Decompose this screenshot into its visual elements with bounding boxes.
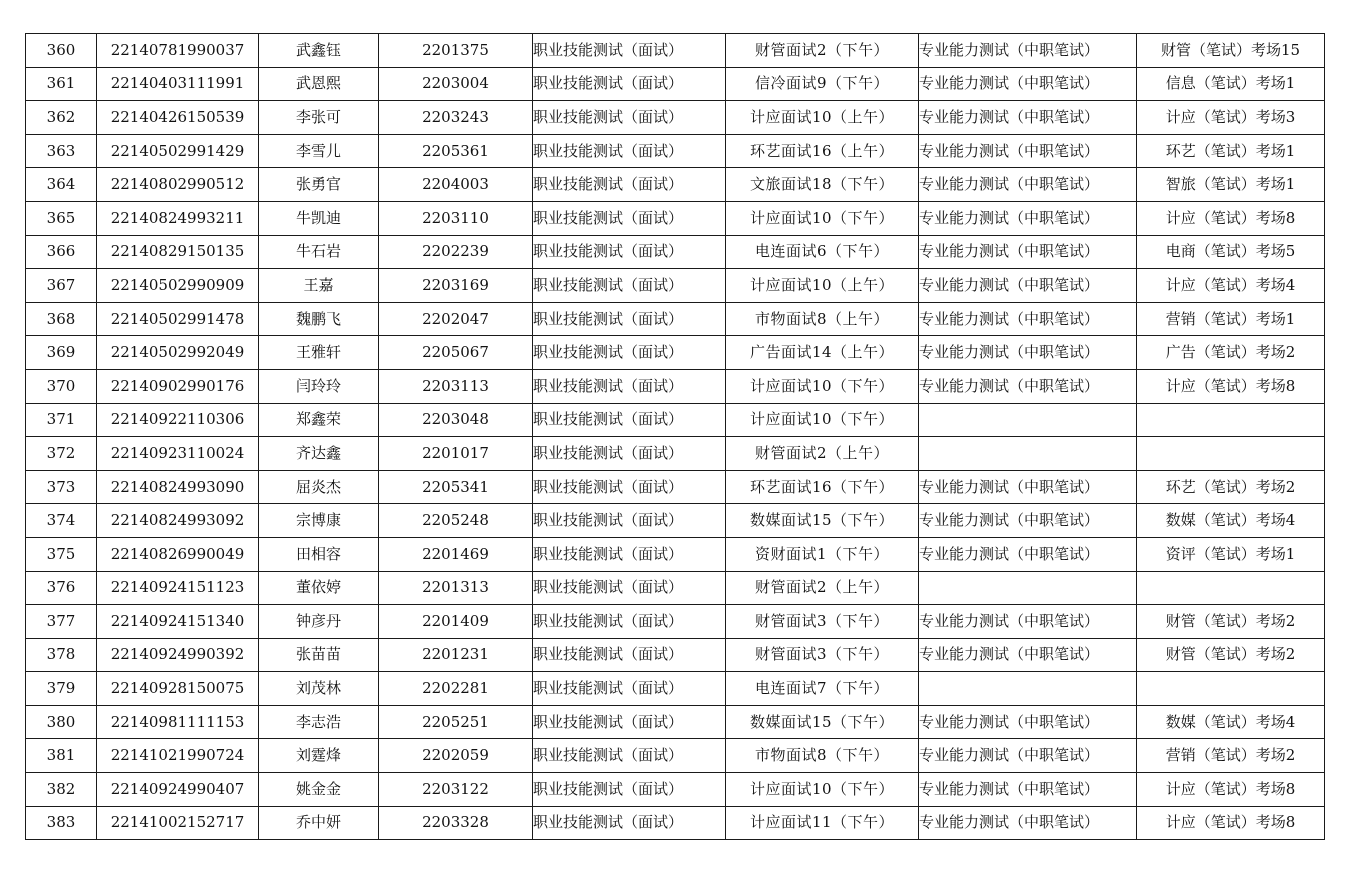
seq-cell: 363 [26,134,97,168]
seq-cell: 367 [26,269,97,303]
interview-category-cell: 职业技能测试（面试） [533,537,726,571]
written-room-cell: 环艺（笔试）考场2 [1137,470,1325,504]
seq-cell: 360 [26,34,97,68]
written-category-cell [919,437,1137,471]
written-category-cell [919,571,1137,605]
interview-session-cell: 信冷面试9（下午） [726,67,919,101]
written-category-cell: 专业能力测试（中职笔试） [919,336,1137,370]
interview-session-cell: 计应面试10（上午） [726,269,919,303]
exam-number-cell: 22140502990909 [97,269,259,303]
exam-number-cell: 22140928150075 [97,672,259,706]
interview-session-cell: 计应面试10（下午） [726,773,919,807]
interview-category-cell: 职业技能测试（面试） [533,134,726,168]
interview-category-cell: 职业技能测试（面试） [533,101,726,135]
exam-number-cell: 22140502992049 [97,336,259,370]
interview-category-cell: 职业技能测试（面试） [533,672,726,706]
exam-number-cell: 22140824993092 [97,504,259,538]
interview-session-cell: 资财面试1（下午） [726,537,919,571]
candidate-number-cell: 2205067 [379,336,533,370]
name-cell: 刘茂林 [259,672,379,706]
interview-session-cell: 财管面试2（上午） [726,437,919,471]
interview-category-cell: 职业技能测试（面试） [533,504,726,538]
interview-session-cell: 市物面试8（上午） [726,302,919,336]
interview-category-cell: 职业技能测试（面试） [533,705,726,739]
interview-category-cell: 职业技能测试（面试） [533,739,726,773]
exam-number-cell: 22140403111991 [97,67,259,101]
interview-category-cell: 职业技能测试（面试） [533,605,726,639]
written-room-cell: 计应（笔试）考场8 [1137,773,1325,807]
interview-category-cell: 职业技能测试（面试） [533,403,726,437]
table-row [26,773,1325,807]
written-category-cell: 专业能力测试（中职笔试） [919,705,1137,739]
candidate-number-cell: 2204003 [379,168,533,202]
seq-cell: 370 [26,369,97,403]
written-room-cell: 营销（笔试）考场2 [1137,739,1325,773]
candidate-number-cell: 2202059 [379,739,533,773]
name-cell: 李雪儿 [259,134,379,168]
name-cell: 武恩熙 [259,67,379,101]
table-row [26,201,1325,235]
written-category-cell: 专业能力测试（中职笔试） [919,269,1137,303]
name-cell: 张苗苗 [259,638,379,672]
seq-cell: 365 [26,201,97,235]
written-category-cell [919,672,1137,706]
written-category-cell: 专业能力测试（中职笔试） [919,470,1137,504]
candidate-number-cell: 2201469 [379,537,533,571]
written-room-cell [1137,437,1325,471]
written-category-cell: 专业能力测试（中职笔试） [919,235,1137,269]
table-row [26,101,1325,135]
seq-cell: 361 [26,67,97,101]
interview-category-cell: 职业技能测试（面试） [533,773,726,807]
exam-number-cell: 22140502991429 [97,134,259,168]
exam-number-cell: 22140802990512 [97,168,259,202]
seq-cell: 382 [26,773,97,807]
candidate-number-cell: 2202239 [379,235,533,269]
interview-session-cell: 财管面试2（上午） [726,571,919,605]
interview-category-cell: 职业技能测试（面试） [533,470,726,504]
exam-number-cell: 22141021990724 [97,739,259,773]
table-row [26,672,1325,706]
interview-category-cell: 职业技能测试（面试） [533,302,726,336]
name-cell: 张勇官 [259,168,379,202]
written-category-cell: 专业能力测试（中职笔试） [919,369,1137,403]
name-cell: 刘霆烽 [259,739,379,773]
interview-session-cell: 市物面试8（下午） [726,739,919,773]
table-row [26,302,1325,336]
candidate-number-cell: 2201375 [379,34,533,68]
written-room-cell: 环艺（笔试）考场1 [1137,134,1325,168]
candidate-number-cell: 2201017 [379,437,533,471]
seq-cell: 371 [26,403,97,437]
exam-number-cell: 22140981111153 [97,705,259,739]
name-cell: 牛凯迪 [259,201,379,235]
seq-cell: 374 [26,504,97,538]
name-cell: 宗博康 [259,504,379,538]
written-room-cell: 计应（笔试）考场4 [1137,269,1325,303]
name-cell: 屈炎杰 [259,470,379,504]
interview-session-cell: 计应面试10（上午） [726,101,919,135]
written-room-cell: 财管（笔试）考场2 [1137,638,1325,672]
exam-number-cell: 22140826990049 [97,537,259,571]
name-cell: 李志浩 [259,705,379,739]
exam-number-cell: 22140502991478 [97,302,259,336]
table-row [26,470,1325,504]
candidate-number-cell: 2205248 [379,504,533,538]
written-room-cell: 财管（笔试）考场15 [1137,34,1325,68]
candidate-number-cell: 2203110 [379,201,533,235]
exam-number-cell: 22140902990176 [97,369,259,403]
written-category-cell: 专业能力测试（中职笔试） [919,638,1137,672]
written-room-cell: 广告（笔试）考场2 [1137,336,1325,370]
interview-session-cell: 广告面试14（上午） [726,336,919,370]
seq-cell: 373 [26,470,97,504]
name-cell: 董依婷 [259,571,379,605]
written-room-cell: 计应（笔试）考场8 [1137,201,1325,235]
written-category-cell: 专业能力测试（中职笔试） [919,773,1137,807]
table-row [26,34,1325,68]
interview-session-cell: 环艺面试16（下午） [726,470,919,504]
written-category-cell: 专业能力测试（中职笔试） [919,302,1137,336]
interview-category-cell: 职业技能测试（面试） [533,168,726,202]
interview-session-cell: 环艺面试16（上午） [726,134,919,168]
candidate-number-cell: 2205251 [379,705,533,739]
written-category-cell: 专业能力测试（中职笔试） [919,504,1137,538]
written-category-cell: 专业能力测试（中职笔试） [919,537,1137,571]
candidate-number-cell: 2203048 [379,403,533,437]
candidate-number-cell: 2201409 [379,605,533,639]
written-room-cell [1137,672,1325,706]
written-room-cell: 营销（笔试）考场1 [1137,302,1325,336]
name-cell: 王嘉 [259,269,379,303]
written-category-cell: 专业能力测试（中职笔试） [919,739,1137,773]
interview-session-cell: 数媒面试15（下午） [726,504,919,538]
candidate-table [25,33,1325,840]
interview-category-cell: 职业技能测试（面试） [533,235,726,269]
name-cell: 乔中妍 [259,806,379,840]
exam-number-cell: 22140824993211 [97,201,259,235]
interview-category-cell: 职业技能测试（面试） [533,437,726,471]
name-cell: 李张可 [259,101,379,135]
table-row [26,67,1325,101]
written-category-cell: 专业能力测试（中职笔试） [919,806,1137,840]
exam-number-cell: 22140781990037 [97,34,259,68]
seq-cell: 362 [26,101,97,135]
seq-cell: 372 [26,437,97,471]
name-cell: 闫玲玲 [259,369,379,403]
written-category-cell: 专业能力测试（中职笔试） [919,101,1137,135]
interview-session-cell: 计应面试11（下午） [726,806,919,840]
written-room-cell: 资评（笔试）考场1 [1137,537,1325,571]
candidate-number-cell: 2203243 [379,101,533,135]
candidate-number-cell: 2205341 [379,470,533,504]
written-category-cell: 专业能力测试（中职笔试） [919,201,1137,235]
written-room-cell: 信息（笔试）考场1 [1137,67,1325,101]
table-row [26,336,1325,370]
written-room-cell: 电商（笔试）考场5 [1137,235,1325,269]
table-row [26,168,1325,202]
interview-category-cell: 职业技能测试（面试） [533,571,726,605]
candidate-number-cell: 2202281 [379,672,533,706]
table-row [26,638,1325,672]
interview-session-cell: 计应面试10（下午） [726,403,919,437]
written-category-cell: 专业能力测试（中职笔试） [919,34,1137,68]
table-row [26,369,1325,403]
table-row [26,806,1325,840]
candidate-number-cell: 2201313 [379,571,533,605]
written-category-cell: 专业能力测试（中职笔试） [919,134,1137,168]
interview-category-cell: 职业技能测试（面试） [533,806,726,840]
name-cell: 郑鑫荣 [259,403,379,437]
name-cell: 王雅轩 [259,336,379,370]
interview-session-cell: 财管面试2（下午） [726,34,919,68]
interview-category-cell: 职业技能测试（面试） [533,369,726,403]
seq-cell: 377 [26,605,97,639]
candidate-number-cell: 2203328 [379,806,533,840]
candidate-number-cell: 2203169 [379,269,533,303]
seq-cell: 366 [26,235,97,269]
table-row [26,504,1325,538]
seq-cell: 381 [26,739,97,773]
written-category-cell: 专业能力测试（中职笔试） [919,67,1137,101]
table-row [26,269,1325,303]
written-room-cell: 财管（笔试）考场2 [1137,605,1325,639]
name-cell: 钟彦丹 [259,605,379,639]
written-room-cell: 数媒（笔试）考场4 [1137,504,1325,538]
seq-cell: 376 [26,571,97,605]
interview-category-cell: 职业技能测试（面试） [533,638,726,672]
written-category-cell: 专业能力测试（中职笔试） [919,168,1137,202]
seq-cell: 380 [26,705,97,739]
name-cell: 姚金金 [259,773,379,807]
name-cell: 魏鹏飞 [259,302,379,336]
written-room-cell: 数媒（笔试）考场4 [1137,705,1325,739]
written-room-cell: 智旅（笔试）考场1 [1137,168,1325,202]
interview-session-cell: 文旅面试18（下午） [726,168,919,202]
name-cell: 齐达鑫 [259,437,379,471]
written-category-cell: 专业能力测试（中职笔试） [919,605,1137,639]
table-row [26,235,1325,269]
table-row [26,437,1325,471]
candidate-number-cell: 2203004 [379,67,533,101]
candidate-number-cell: 2203122 [379,773,533,807]
exam-number-cell: 22140824993090 [97,470,259,504]
interview-session-cell: 电连面试6（下午） [726,235,919,269]
interview-session-cell: 财管面试3（下午） [726,638,919,672]
table-row [26,537,1325,571]
candidate-number-cell: 2201231 [379,638,533,672]
written-room-cell [1137,403,1325,437]
written-room-cell: 计应（笔试）考场8 [1137,806,1325,840]
interview-category-cell: 职业技能测试（面试） [533,201,726,235]
exam-number-cell: 22140924151340 [97,605,259,639]
exam-number-cell: 22140924990407 [97,773,259,807]
interview-category-cell: 职业技能测试（面试） [533,269,726,303]
exam-number-cell: 22140922110306 [97,403,259,437]
seq-cell: 383 [26,806,97,840]
table-row [26,705,1325,739]
exam-number-cell: 22140924151123 [97,571,259,605]
table-row [26,403,1325,437]
interview-category-cell: 职业技能测试（面试） [533,67,726,101]
seq-cell: 379 [26,672,97,706]
written-room-cell: 计应（笔试）考场8 [1137,369,1325,403]
interview-category-cell: 职业技能测试（面试） [533,34,726,68]
interview-session-cell: 电连面试7（下午） [726,672,919,706]
interview-session-cell: 数媒面试15（下午） [726,705,919,739]
name-cell: 武鑫钰 [259,34,379,68]
exam-number-cell: 22140829150135 [97,235,259,269]
candidate-number-cell: 2202047 [379,302,533,336]
exam-number-cell: 22140924990392 [97,638,259,672]
seq-cell: 375 [26,537,97,571]
written-room-cell: 计应（笔试）考场3 [1137,101,1325,135]
exam-number-cell: 22140426150539 [97,101,259,135]
seq-cell: 378 [26,638,97,672]
seq-cell: 369 [26,336,97,370]
candidate-number-cell: 2205361 [379,134,533,168]
interview-session-cell: 财管面试3（下午） [726,605,919,639]
interview-session-cell: 计应面试10（下午） [726,369,919,403]
name-cell: 牛石岩 [259,235,379,269]
interview-category-cell: 职业技能测试（面试） [533,336,726,370]
name-cell: 田相容 [259,537,379,571]
exam-number-cell: 22141002152717 [97,806,259,840]
table-row [26,605,1325,639]
table-row [26,134,1325,168]
candidate-number-cell: 2203113 [379,369,533,403]
table-row [26,739,1325,773]
candidate-table-body [26,34,1325,840]
written-room-cell [1137,571,1325,605]
written-category-cell [919,403,1137,437]
interview-session-cell: 计应面试10（下午） [726,201,919,235]
seq-cell: 368 [26,302,97,336]
seq-cell: 364 [26,168,97,202]
table-row [26,571,1325,605]
exam-number-cell: 22140923110024 [97,437,259,471]
